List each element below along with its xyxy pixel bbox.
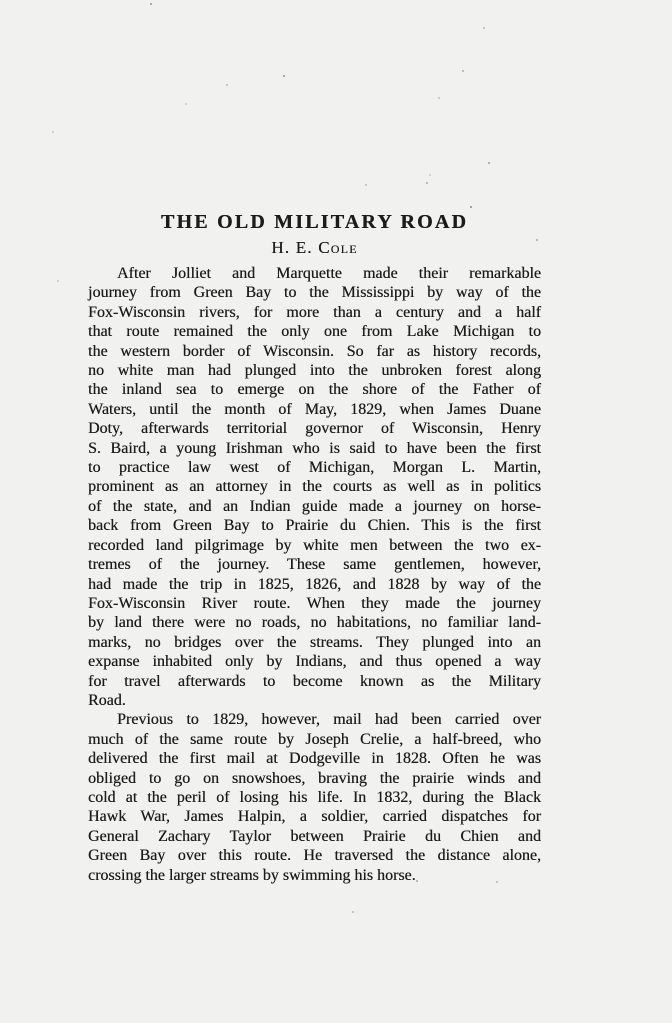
text-line: of the state, and an Indian guide made a journey on horse- [88,497,541,515]
text-line: marks, no bridges over the streams. They plunged into an [88,633,541,651]
text-line: After Jolliet and Marquette made their remarkable [117,265,541,282]
text-line: to practice law west of Michigan, Morgan L. Martin, [88,459,541,477]
text-line: the western border of Wisconsin. So far as history records, [88,342,541,360]
text-line: much of the same route by Joseph Crelie, a half-breed, who [88,730,541,748]
text-line: obliged to go on snowshoes, braving the prairie winds and [88,769,541,787]
text-line: recorded land pilgrimage by white men between the two ex- [88,536,541,554]
text-line: Previous to 1829, however, mail had been carried over [117,711,541,729]
text-line: prominent as an attorney in the courts as well as in politics [88,478,541,496]
text-line: back from Green Bay to Prairie du Chien. This is the first [88,517,541,535]
text-line: Green Bay over this route. He traversed the distance alone, [88,847,541,865]
text-line: Fox-Wisconsin River route. When they made the journey [88,594,541,612]
text-line: Fox-Wisconsin rivers, for more than a century and a half [88,303,541,321]
text-line: Doty, afterwards territorial governor of Wisconsin, Henry [88,420,541,438]
text-line: that route remained the only one from Lake Michigan to [88,323,541,341]
text-line: General Zachary Taylor between Prairie du Chien and [88,827,541,845]
author-byline: H. E. Cole [271,238,358,257]
text-line: crossing the larger streams by swimming his horse. [88,866,416,884]
text-line: cold at the peril of losing his life. In 1832, during the Black [88,788,541,806]
article-body [88,264,541,885]
text-line: S. Baird, a young Irishman who is said to have been the first [88,439,541,457]
text-line: no white man had plunged into the unbroken forest along [88,362,541,380]
text-block [88,0,541,1023]
scan-noise-specks [0,0,2,2]
text-line: expanse inhabited only by Indians, and thus opened a way [88,653,541,671]
text-line: by land there were no roads, no habitations, no familiar land- [88,614,541,632]
text-line: delivered the first mail at Dodgeville in 1828. Often he was [88,750,541,768]
text-line: for travel afterwards to become known as the Military [88,672,541,690]
text-line: Hawk War, James Halpin, a soldier, carried dispatches for [88,808,541,826]
text-line: tremes of the journey. These same gentlemen, however, [88,556,541,574]
text-line: the inland sea to emerge on the shore of the Father of [88,381,541,399]
paragraph [88,264,541,710]
text-line: journey from Green Bay to the Mississippi by way of the [88,284,541,302]
text-line: Road. [88,691,126,709]
text-line: had made the trip in 1825, 1826, and 1828 by way of the [88,575,541,593]
paragraph [88,710,541,885]
text-line: Waters, until the month of May, 1829, when James Duane [88,400,541,418]
page-title: THE OLD MILITARY ROAD [160,211,469,234]
